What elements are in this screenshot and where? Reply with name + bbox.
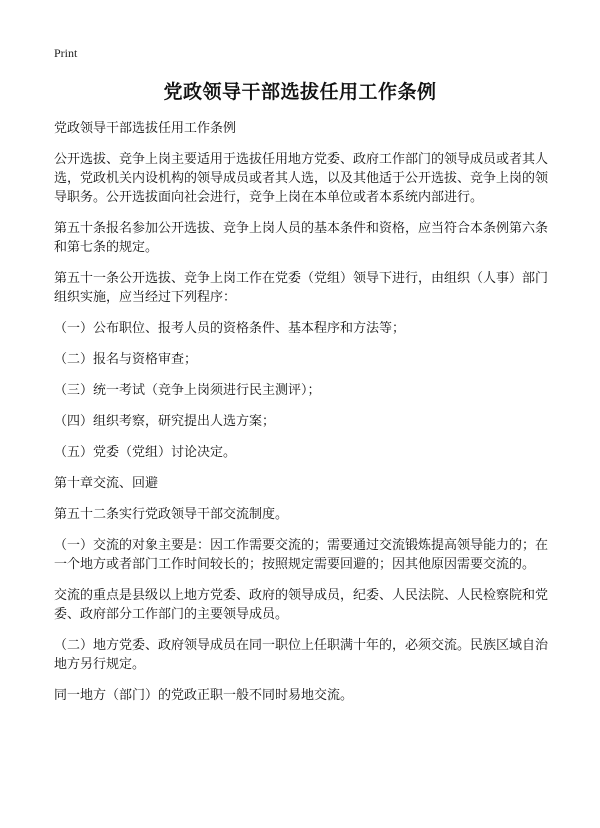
list-item: （五）党委（党组）讨论决定。	[54, 445, 237, 460]
paragraph: （二）地方党委、政府领导成员在同一职位上任职满十年的，必须交流。民族区域自治地方另行规定。	[54, 638, 549, 672]
paragraph: 交流的重点是县级以上地方党委、政府的领导成员，纪委、人民法院、人民检察院和党委、政府部分工作部门的主要领导成员。	[54, 588, 549, 622]
document-body	[54, 119, 552, 717]
document-title: 党政领导干部选拔任用工作条例	[163, 81, 437, 103]
paragraph: 同一地方（部门）的党政正职一般不同时易地交流。	[54, 688, 354, 703]
list-item: （三）统一考试（竞争上岗须进行民主测评）；	[54, 383, 321, 398]
paragraph: （一）交流的对象主要是：因工作需要交流的；需要通过交流锻炼提高领导能力的；在一个地方或者部门工作时间较长的；按照规定需要回避的；因其他原因需要交流的。	[54, 538, 549, 572]
list-item: （一）公布职位、报考人员的资格条件、基本程序和方法等；	[54, 321, 406, 336]
paragraph: 第五十二条实行党政领导干部交流制度。	[54, 507, 289, 522]
paragraph: 第五十一条公开选拔、竞争上岗工作在党委（党组）领导下进行，由组织（人事）部门组织实施，应当经过下列程序：	[54, 271, 549, 305]
list-item: （四）组织考察，研究提出人选方案；	[54, 414, 276, 429]
list-item: （二）报名与资格审查；	[54, 352, 198, 367]
print-link[interactable]: Print	[54, 46, 78, 60]
document-subtitle: 党政领导干部选拔任用工作条例	[54, 121, 237, 136]
paragraph: 第五十条报名参加公开选拔、竞争上岗人员的基本条件和资格，应当符合本条例第六条和第七条的规定。	[54, 221, 549, 255]
chapter-heading: 第十章交流、回避	[54, 476, 159, 491]
paragraph: 公开选拔、竞争上岗主要适用于选拔任用地方党委、政府工作部门的领导成员或者其人选，党政机关内设机构的领导成员或者其人选，以及其他适于公开选拔、竞争上岗的领导职务。公开选拔面向社会进行，竞争上岗在本单位或者本系统内部进行。	[54, 152, 549, 205]
